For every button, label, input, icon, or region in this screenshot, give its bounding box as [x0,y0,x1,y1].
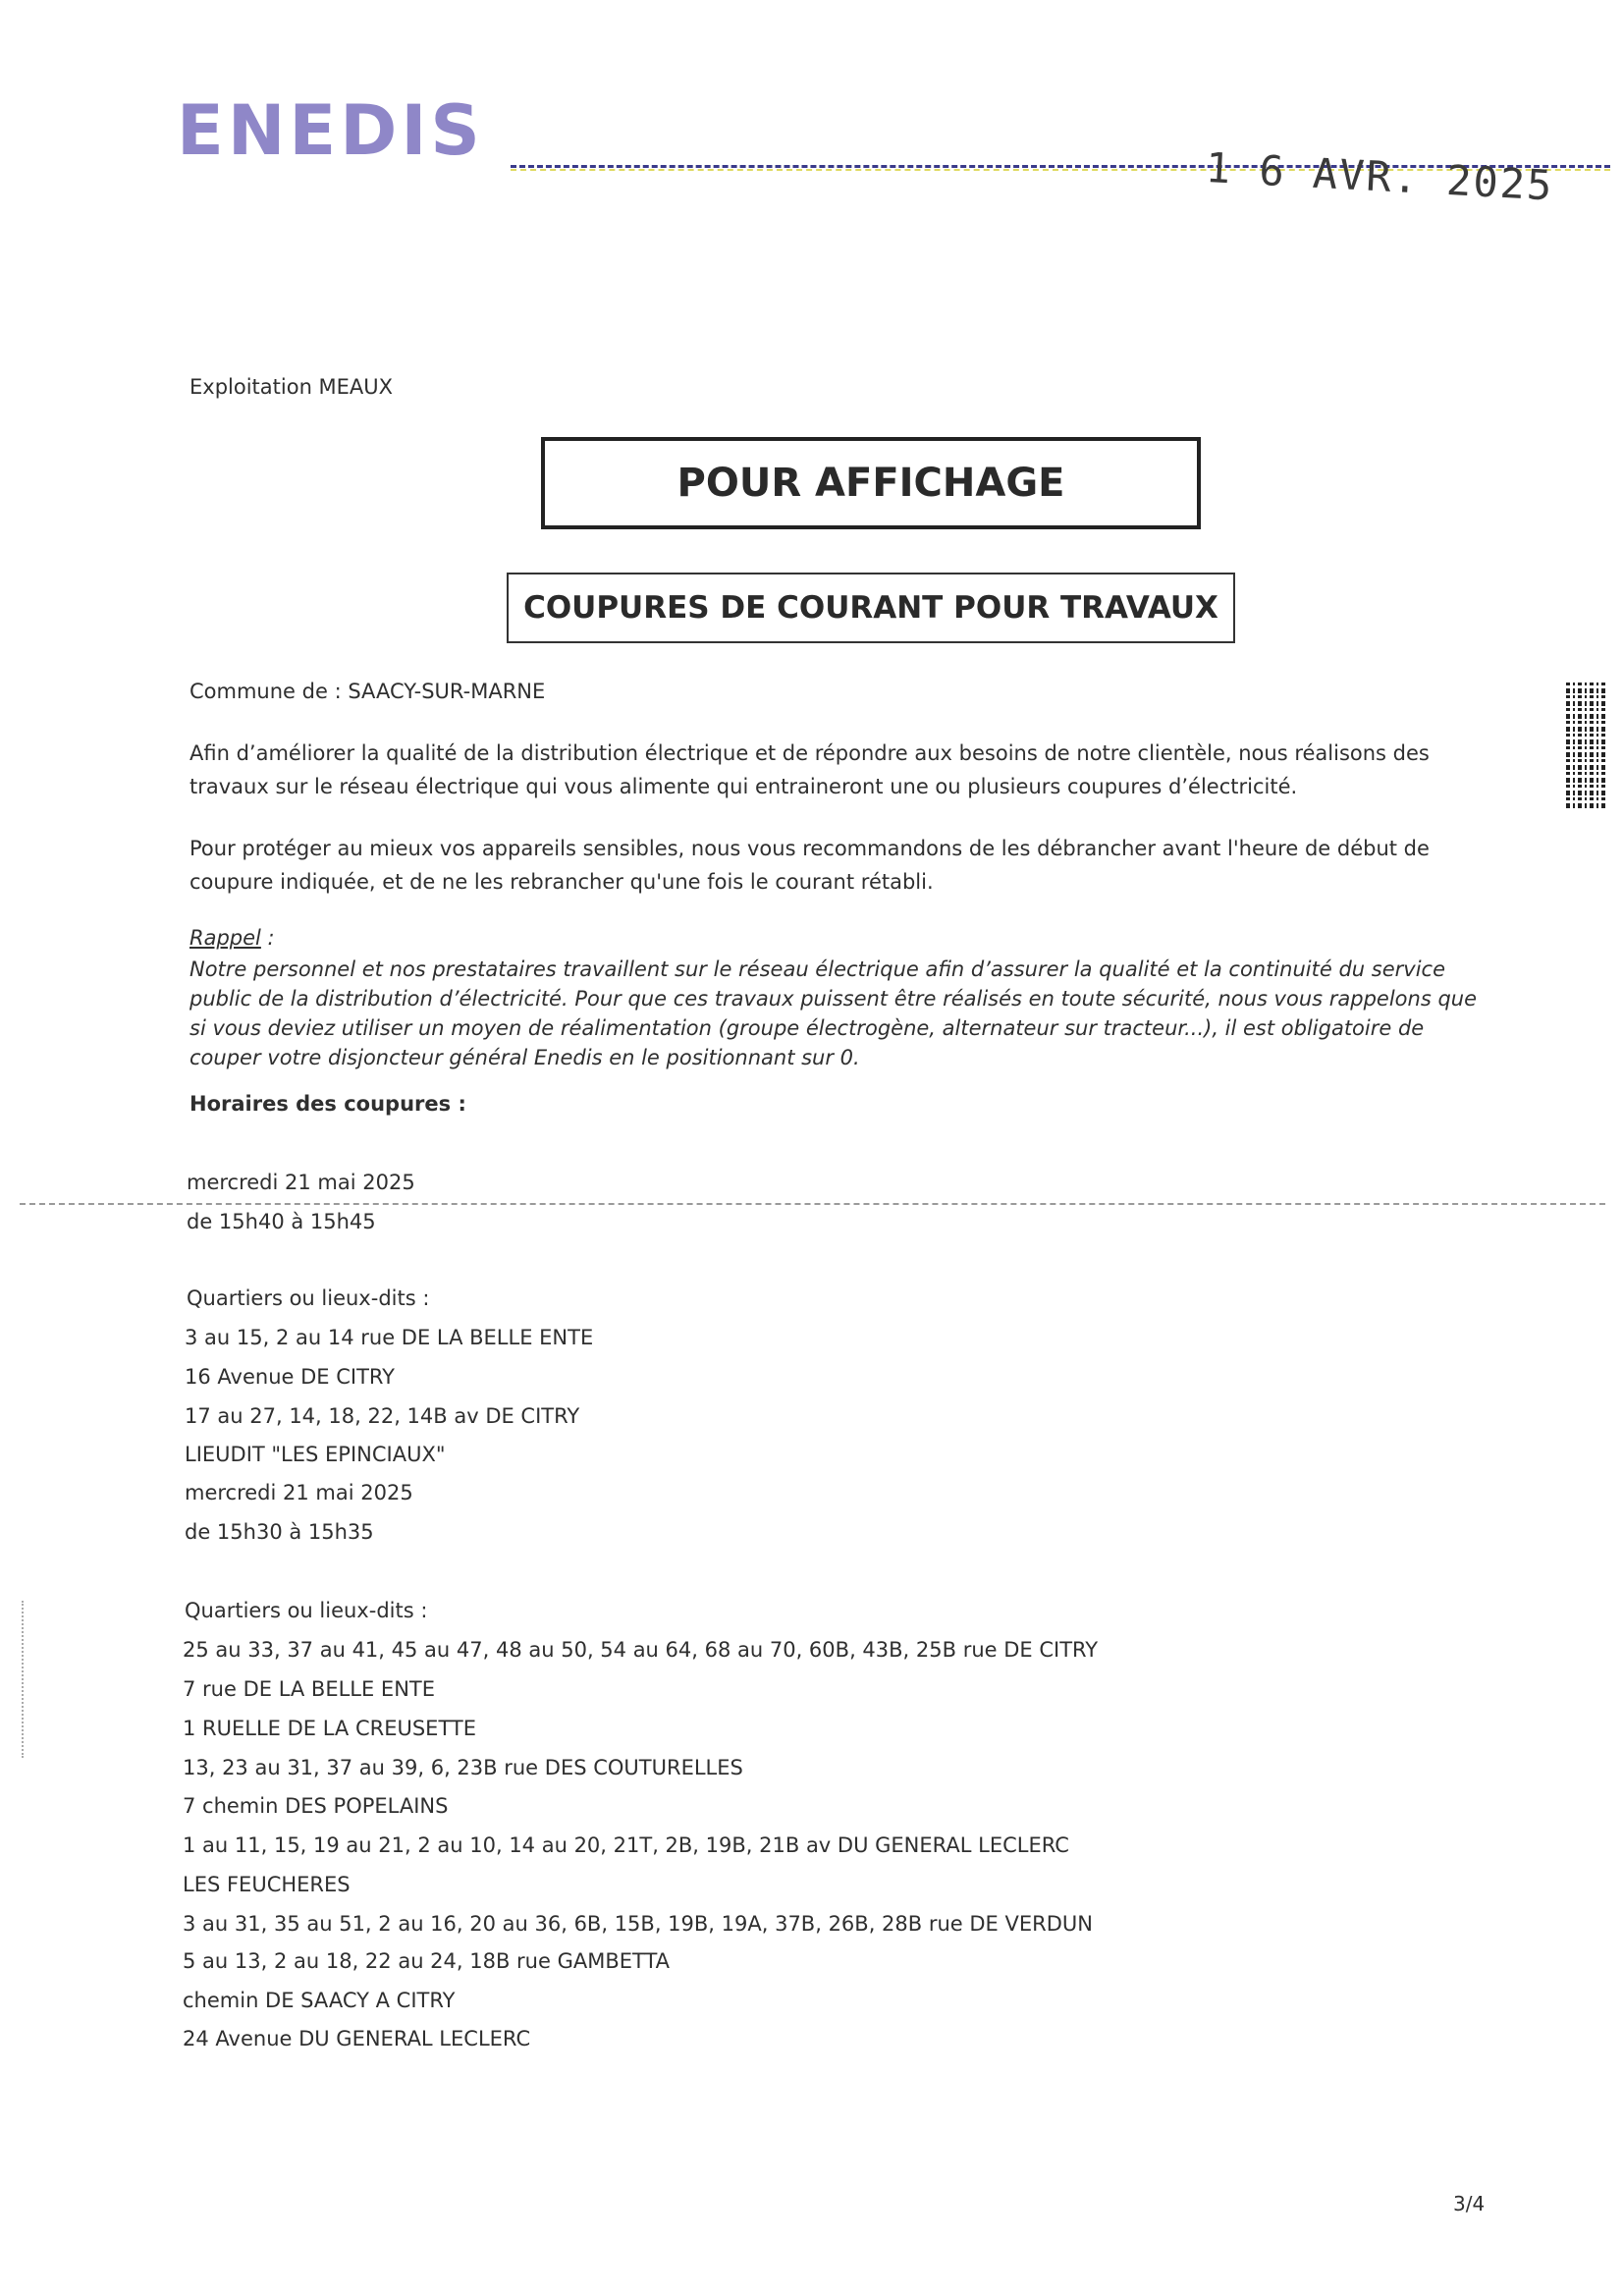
advice-paragraph: Pour protéger au mieux vos appareils sensibles, nous vous recommandons de les débrancher avant l'heure de début de coupure indiquée, et de ne les rebrancher qu'une fois le courant rétabli. [189,837,1430,894]
coupure2-place: 1 au 11, 15, 19 au 21, 2 au 10, 14 au 20, 21T, 2B, 19B, 21B av DU GENERAL LECLERC [183,1833,1069,1857]
coupure2-place: 7 chemin DES POPELAINS [183,1794,449,1818]
coupure1-time: de 15h40 à 15h45 [187,1210,376,1233]
coupure2-place: 25 au 33, 37 au 41, 45 au 47, 48 au 50, 54 au 64, 68 au 70, 60B, 43B, 25B rue DE CITRY [183,1638,1099,1662]
coupure2-date: mercredi 21 mai 2025 [185,1481,413,1504]
coupure2-place: 7 rue DE LA BELLE ENTE [183,1677,436,1701]
coupure1-place: 17 au 27, 14, 18, 22, 14B av DE CITRY [185,1404,580,1428]
coupure2-place: 5 au 13, 2 au 18, 22 au 24, 18B rue GAMBETTA [183,1949,671,1973]
coupure2-place: 13, 23 au 31, 37 au 39, 6, 23B rue DES COUTURELLES [183,1756,743,1779]
scan-artifact-line [20,1203,1605,1205]
coupures-title: COUPURES DE COURANT POUR TRAVAUX [507,573,1235,643]
coupure2-place: 24 Avenue DU GENERAL LECLERC [183,2027,531,2050]
coupure2-places-label: Quartiers ou lieux-dits : [185,1599,428,1622]
rappel-label: Rappel [189,926,261,950]
rappel-suffix: : [260,926,275,950]
coupure2-place: chemin DE SAACY A CITRY [183,1989,456,2012]
date-stamp: 1 6 AVR. 2025 [1204,143,1555,210]
enedis-logo: ENEDIS [177,90,484,171]
coupure2-time: de 15h30 à 15h35 [185,1520,374,1544]
scan-artifact-dots [22,1601,24,1758]
coupure1-place: LIEUDIT "LES EPINCIAUX" [185,1443,446,1466]
rappel-heading [189,923,275,953]
coupure1-places-label: Quartiers ou lieux-dits : [187,1286,430,1310]
coupure2-place: 3 au 31, 35 au 51, 2 au 16, 20 au 36, 6B, 15B, 19B, 19A, 37B, 26B, 28B rue DE VERDUN [183,1912,1093,1936]
page-number: 3/4 [1453,2192,1486,2215]
coupure1-date: mercredi 21 mai 2025 [187,1171,415,1194]
intro-paragraph: Afin d’améliorer la qualité de la distribution électrique et de répondre aux besoins de notre clientèle, nous réalisons des travaux sur le réseau électrique qui vous alimente qui entraineront une ou plusieurs coupures d’électricité. [189,741,1430,798]
coupure2-place: 1 RUELLE DE LA CREUSETTE [183,1717,476,1740]
pour-affichage-title: POUR AFFICHAGE [541,437,1201,529]
datamatrix-code [1566,683,1605,808]
coupure2-place: LES FEUCHERES [183,1873,351,1896]
rappel-text: Notre personnel et nos prestataires travaillent sur le réseau électrique afin d’assurer la qualité et la continuité du service public de la distribution d’électricité. Pour que ces travaux puissent être réalisés en toute sécurité, nous vous rappelons que si vous deviez utiliser un moyen de réalimentation (groupe électrogène, alternateur sur tracteur...), il est obligatoire de couper votre disjoncteur général Enedis en le positionnant sur 0. [189,957,1478,1069]
coupure1-place: 3 au 15, 2 au 14 rue DE LA BELLE ENTE [185,1326,594,1349]
exploitation-label: Exploitation MEAUX [189,375,394,399]
horaires-heading: Horaires des coupures : [189,1092,466,1116]
commune-line: Commune de : SAACY-SUR-MARNE [189,680,546,703]
coupure1-place: 16 Avenue DE CITRY [185,1365,395,1389]
